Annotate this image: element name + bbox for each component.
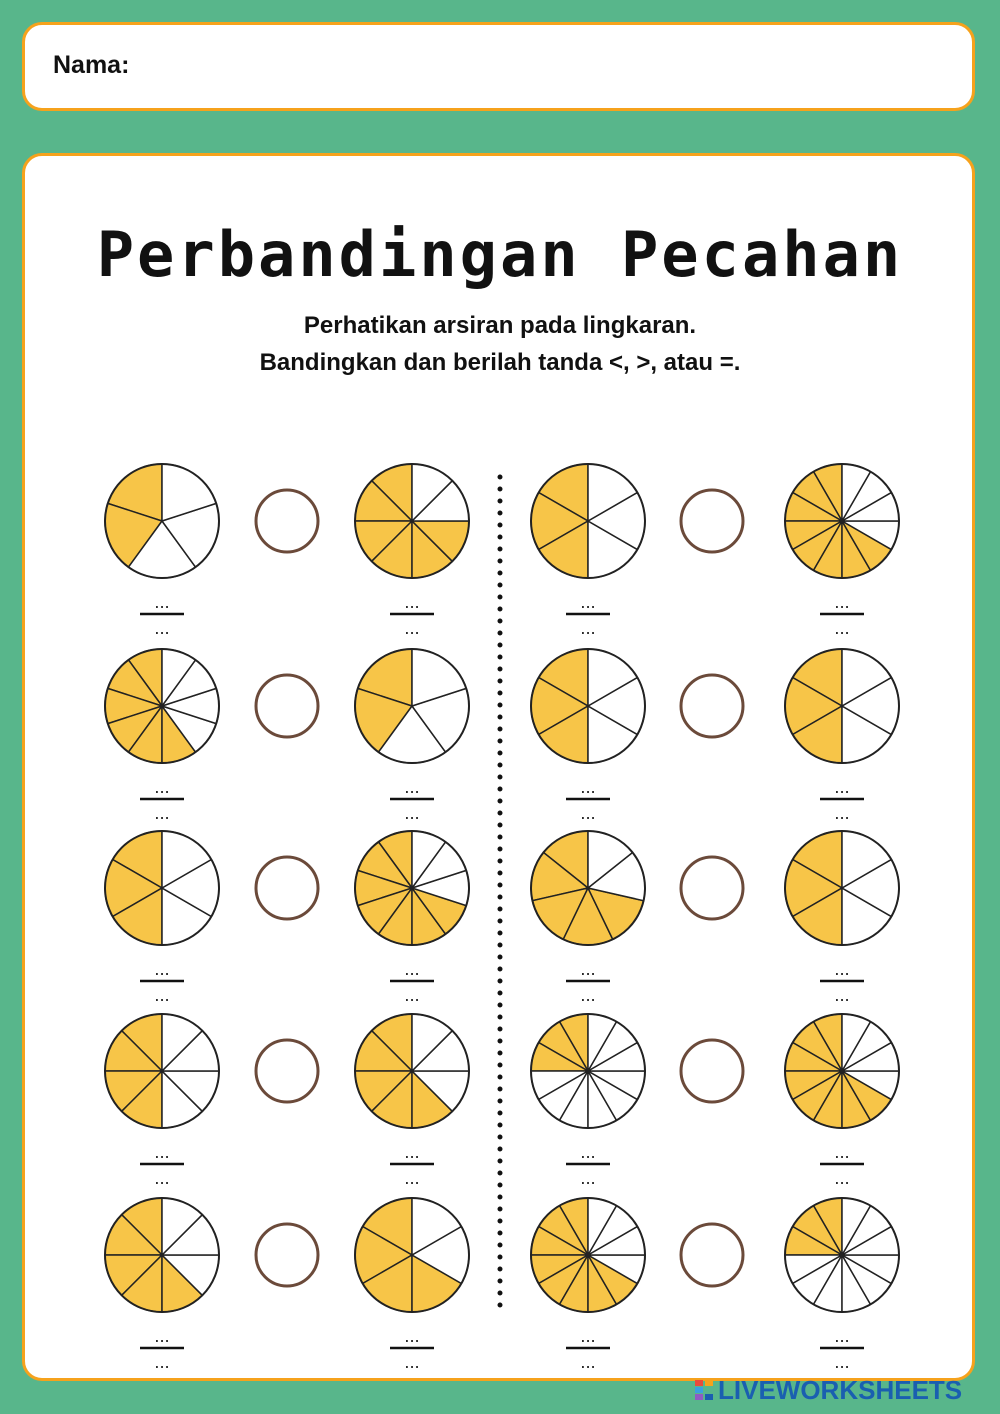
denominator-blank[interactable]: ...: [834, 804, 850, 823]
numerator-blank[interactable]: ...: [404, 1143, 420, 1162]
denominator-blank[interactable]: ...: [580, 1353, 596, 1372]
fraction-circle-left: [531, 464, 645, 578]
denominator-blank[interactable]: ...: [404, 1353, 420, 1372]
denominator-blank[interactable]: ...: [404, 619, 420, 638]
comparison-answer-circle[interactable]: [681, 1040, 743, 1102]
name-label: Nama:: [53, 51, 130, 79]
numerator-blank[interactable]: ...: [580, 778, 596, 797]
instruction-line-2: Bandingkan dan berilah tanda <, >, atau =.: [259, 349, 741, 376]
fraction-circle-right: [785, 649, 899, 763]
comparison-answer-circle[interactable]: [256, 675, 318, 737]
numerator-blank[interactable]: ...: [580, 1143, 596, 1162]
denominator-blank[interactable]: ...: [580, 804, 596, 823]
fraction-circle-left: [531, 1014, 645, 1128]
denominator-blank[interactable]: ...: [834, 1169, 850, 1188]
numerator-blank[interactable]: ...: [834, 1143, 850, 1162]
fraction-circle-left: [105, 464, 219, 578]
denominator-blank[interactable]: ...: [154, 804, 170, 823]
numerator-blank[interactable]: ...: [834, 778, 850, 797]
denominator-blank[interactable]: ...: [404, 986, 420, 1005]
denominator-blank[interactable]: ...: [580, 986, 596, 1005]
comparison-answer-circle[interactable]: [256, 857, 318, 919]
numerator-blank[interactable]: ...: [154, 778, 170, 797]
denominator-blank[interactable]: ...: [154, 1353, 170, 1372]
denominator-blank[interactable]: ...: [580, 619, 596, 638]
fraction-circle-left: [105, 649, 219, 763]
numerator-blank[interactable]: ...: [154, 1327, 170, 1346]
denominator-blank[interactable]: ...: [154, 986, 170, 1005]
page-title: Perbandingan Pecahan: [96, 218, 904, 291]
denominator-blank[interactable]: ...: [154, 1169, 170, 1188]
instruction-line-1: Perhatikan arsiran pada lingkaran.: [303, 312, 697, 339]
numerator-blank[interactable]: ...: [580, 960, 596, 979]
fraction-circle-right: [355, 1198, 469, 1312]
numerator-blank[interactable]: ...: [580, 593, 596, 612]
fraction-circle-right: [785, 1014, 899, 1128]
watermark: [694, 1374, 962, 1406]
comparison-answer-circle[interactable]: [681, 857, 743, 919]
watermark-text: LIVEWORKSHEETS: [718, 1374, 963, 1405]
denominator-blank[interactable]: ...: [580, 1169, 596, 1188]
numerator-blank[interactable]: ...: [834, 593, 850, 612]
denominator-blank[interactable]: ...: [834, 619, 850, 638]
fraction-circle-right: [355, 649, 469, 763]
numerator-blank[interactable]: ...: [154, 960, 170, 979]
fraction-circle-left: [105, 831, 219, 945]
fraction-circle-right: [785, 831, 899, 945]
numerator-blank[interactable]: ...: [404, 778, 420, 797]
fraction-circle-right: [785, 464, 899, 578]
numerator-blank[interactable]: ...: [154, 1143, 170, 1162]
fraction-circle-right: [355, 464, 469, 578]
comparison-answer-circle[interactable]: [256, 490, 318, 552]
fraction-circle-left: [531, 649, 645, 763]
fraction-circle-left: [105, 1014, 219, 1128]
denominator-blank[interactable]: ...: [834, 986, 850, 1005]
numerator-blank[interactable]: ...: [834, 1327, 850, 1346]
comparison-answer-circle[interactable]: [681, 1224, 743, 1286]
comparison-answer-circle[interactable]: [256, 1224, 318, 1286]
numerator-blank[interactable]: ...: [154, 593, 170, 612]
fraction-circle-left: [105, 1198, 219, 1312]
fraction-circle-right: [355, 1014, 469, 1128]
denominator-blank[interactable]: ...: [834, 1353, 850, 1372]
fraction-circle-right: [785, 1198, 899, 1312]
numerator-blank[interactable]: ...: [404, 1327, 420, 1346]
fraction-circle-left: [531, 831, 645, 945]
denominator-blank[interactable]: ...: [404, 804, 420, 823]
comparison-answer-circle[interactable]: [681, 490, 743, 552]
numerator-blank[interactable]: ...: [404, 960, 420, 979]
numerator-blank[interactable]: ...: [580, 1327, 596, 1346]
liveworksheets-logo-icon: [694, 1378, 714, 1402]
comparison-answer-circle[interactable]: [256, 1040, 318, 1102]
numerator-blank[interactable]: ...: [834, 960, 850, 979]
fraction-circle-right: [355, 831, 469, 945]
fraction-circle-left: [531, 1198, 645, 1312]
comparison-answer-circle[interactable]: [681, 675, 743, 737]
numerator-blank[interactable]: ...: [404, 593, 420, 612]
denominator-blank[interactable]: ...: [154, 619, 170, 638]
denominator-blank[interactable]: ...: [404, 1169, 420, 1188]
